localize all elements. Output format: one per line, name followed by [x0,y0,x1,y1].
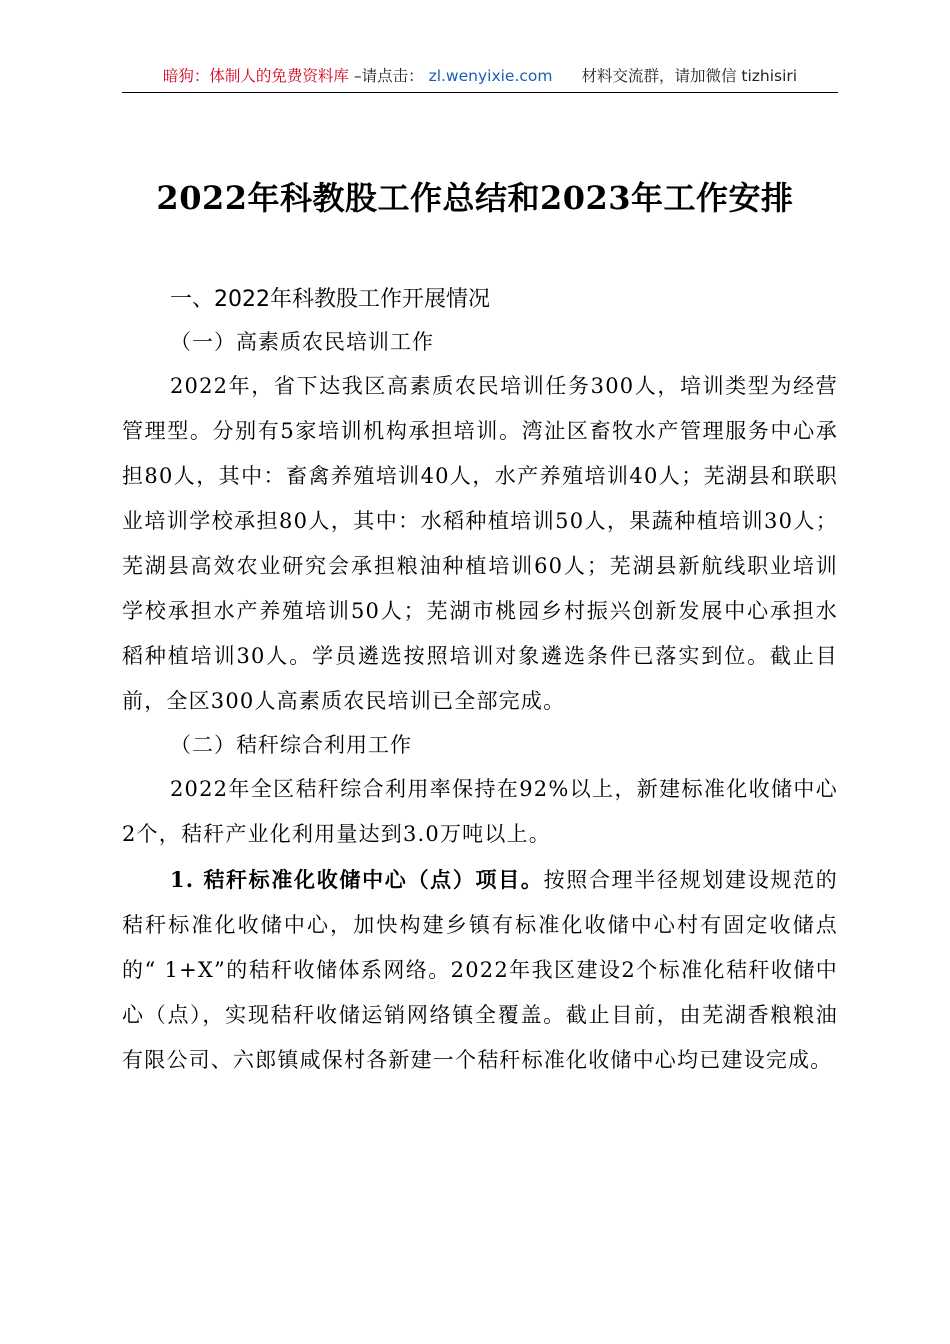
header-promo: 暗狗：体制人的免费资料库 [162,67,349,85]
item-body: 按照合理半径规划建设规范的秸秆标准化收储中心，加快构建乡镇有标准化收储中心村有固定收储点的“ 1+X”的秸秆收储体系网络。2022年我区建设2个标准化秸秆收储中心（点），实现秸秆收储运销网络镇全覆盖。截止目前，由芜湖香粮粮油有限公司、六郎镇咸保村各新建一个秸秆标准化收储中心均已建设完成。 [122,868,838,1072]
paragraph-farmer-training: 2022年，省下达我区高素质农民培训任务300人，培训类型为经营管理型。分别有5家培训机构承担培训。湾沚区畜牧水产管理服务中心承担80人，其中：畜禽养殖培训40人，水产养殖培训40人；芜湖县和联职业培训学校承担80人，其中：水稻种植培训50人，果蔬种植培训30人；芜湖县高效农业研究会承担粮油种植培训60人；芜湖县新航线职业培训学校承担水产养殖培训50人；芜湖市桃园乡村振兴创新发展中心承担水稻种植培训30人。学员遴选按照培训对象遴选条件已落实到位。截止目前，全区300人高素质农民培训已全部完成。 [122,374,838,713]
item-lead: 1. 秸秆标准化收储中心（点）项目。 [170,867,544,892]
header-contact: 材料交流群，请加微信 tizhisiri [581,67,798,85]
paragraph-storage-center [122,857,838,1083]
document-title: 2022年科教股工作总结和2023年工作安排 [156,179,794,217]
page-header [122,60,838,93]
header-prompt: –请点击： [353,67,424,85]
document-body [122,278,838,1083]
section-heading-1: 一、2022年科教股工作开展情况 [170,287,490,312]
paragraph-straw-utilization: 2022年全区秸秆综合利用率保持在92%以上，新建标准化收储中心2个，秸秆产业化利用量达到3.0万吨以上。 [122,777,838,846]
header-link[interactable]: zl.wenyixie.com [428,67,553,85]
subsection-heading-2: （二）秸秆综合利用工作 [170,733,412,757]
subsection-heading-1: （一）高素质农民培训工作 [170,330,434,354]
